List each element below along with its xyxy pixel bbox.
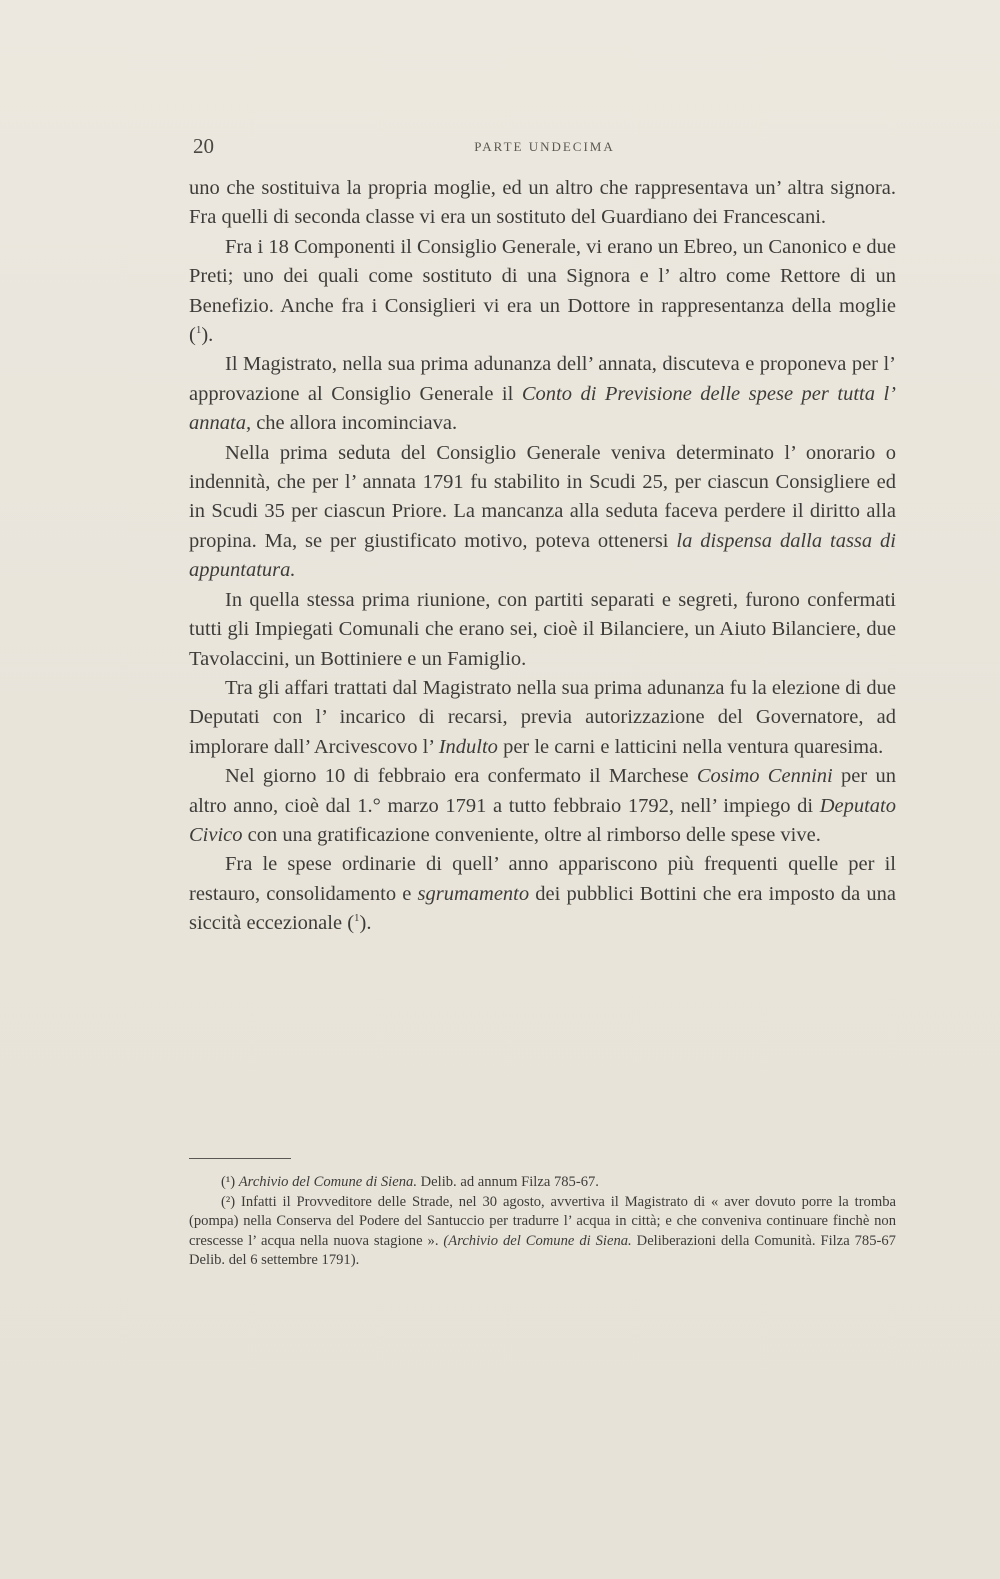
- paragraph: Nel giorno 10 di febbraio era confermato il Marchese Cosimo Cennini per un altro anno, cioè dal 1.° marzo 1791 a tutto febbraio 1792, nell’ impiego di Deputato Civico con una gratificazione conveniente, oltre al rimborso delle spese vive.: [189, 765, 896, 846]
- paragraph: uno che sostituiva la propria moglie, ed un altro che rappresentava un’ altra signora. Fra quelli di seconda classe vi era un sostituto del Guardiano dei Francescani.: [189, 177, 896, 229]
- footnote-ref: 1: [354, 912, 360, 925]
- footnote-divider: [189, 1158, 291, 1159]
- footnote: (²) Infatti il Provveditore delle Strade, nel 30 agosto, avvertiva il Magistrato di « aver dovuto porre la tromba (pompa) nella Conserva del Podere del Santuccio per tradurre l’ acqua in città; e che conveniva continuare finchè non crescesse l’ acqua nella nuova stagione ». (Archivio del Comune di Siena. Deliberazioni della Comunità. Filza 785-67 Delib. del 6 settembre 1791).: [189, 1193, 896, 1269]
- page-header: [193, 134, 896, 164]
- body-text: [189, 174, 896, 939]
- footnotes: [189, 1173, 896, 1271]
- paragraph: Tra gli affari trattati dal Magistrato nella sua prima adunanza fu la elezione di due Deputati con l’ incarico di recarsi, previa autorizzazione del Governatore, ad implorare dall’ Arcivescovo l’ Indulto per le carni e latticini nella ventura quaresima.: [189, 676, 896, 758]
- paragraph: Fra le spese ordinarie di quell’ anno appariscono più frequenti quelle per il restauro, consolidamento e sgrumamento dei pubblici Bottini che era imposto da una siccità eccezionale ($^1$).: [189, 853, 896, 935]
- paragraph: Nella prima seduta del Consiglio Generale veniva determinato l’ onorario o indennità, che per l’ annata 1791 fu stabilito in Scudi 25, per ciascun Consigliere ed in Scudi 35 per ciascun Priore. La mancanza alla seduta faceva perdere il diritto alla propina. Ma, se per giustificato motivo, poteva ottenersi la dispensa dalla tassa di appuntatura.: [189, 441, 897, 582]
- paragraph: Il Magistrato, nella sua prima adunanza dell’ annata, discuteva e proponeva per l’ approvazione al Consiglio Generale il Conto di Previsione delle spese per tutta l’ annata, che allora incominciava.: [189, 353, 896, 435]
- paragraph: Fra i 18 Componenti il Consiglio Generale, vi erano un Ebreo, un Canonico e due Preti; uno dei quali come sostituto di una Signora e l’ altro come Rettore di un Benefizio. Anche fra i Consiglieri vi era un Dottore in rappresentanza della moglie ($^1$).: [189, 235, 896, 347]
- running-head: PARTE UNDECIMA: [474, 139, 615, 154]
- footnote: (¹) Archivio del Comune di Siena. Delib. ad annum Filza 785-67.: [221, 1174, 599, 1190]
- paragraph: In quella stessa prima riunione, con partiti separati e segreti, furono confermati tutti gli Impiegati Comunali che erano sei, cioè il Bilanciere, un Aiuto Bilanciere, due Tavolaccini, un Bottiniere e un Famiglio.: [189, 588, 896, 670]
- footnote-ref: 1: [195, 324, 202, 337]
- page-number: 20: [193, 134, 214, 158]
